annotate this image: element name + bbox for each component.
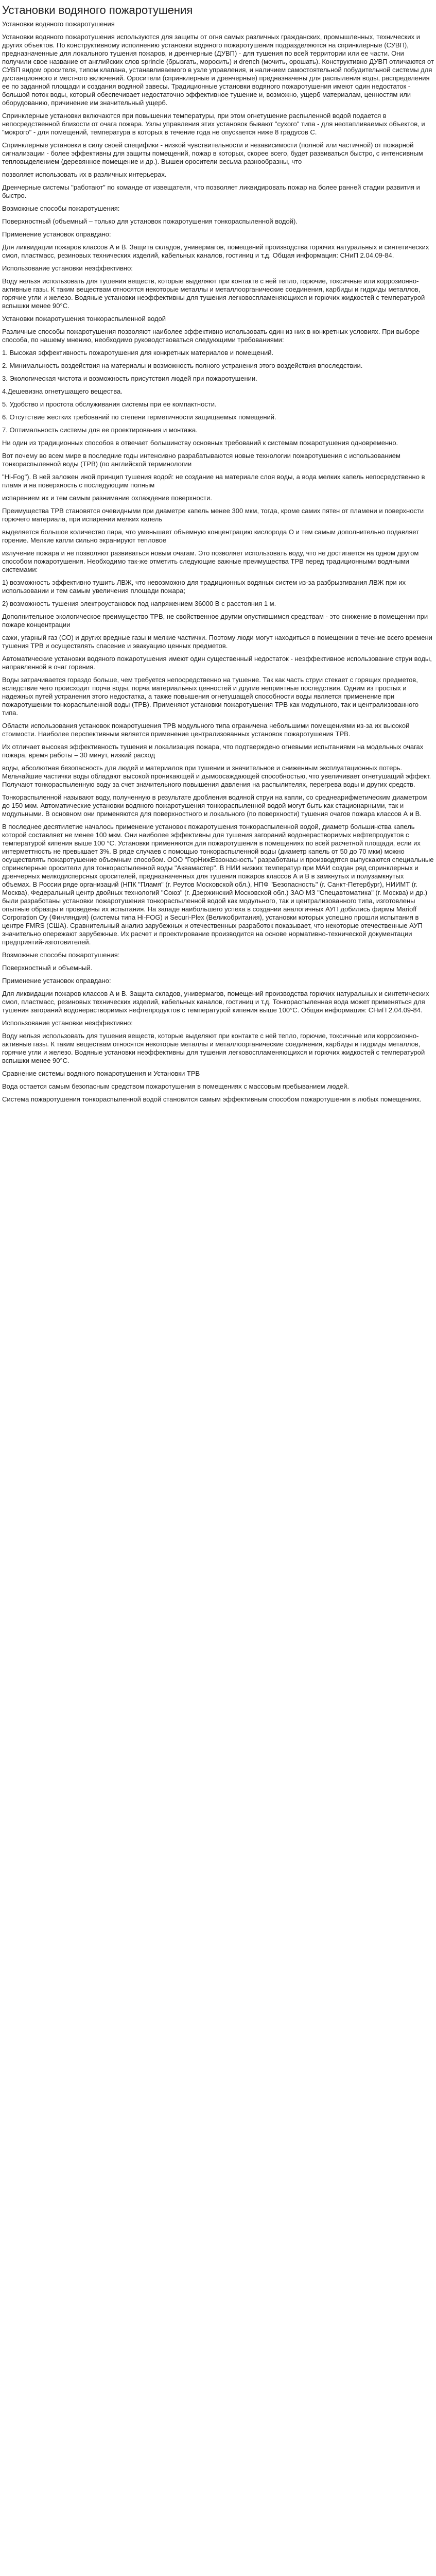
paragraph: Области использования установок пожаротушения ТРВ модульного типа ограничена небольшими помещениями из-за их высокой стоимости. Наиболее перспективным является применение централизованных установок пожаротушения ТРВ. [2, 722, 410, 738]
paragraph: излучение пожара и не позволяют развиваться новым очагам. Это позволяет использовать воду, что не достигается на одном другом способом пожаротушения. Необходимо так-же отметить следующие важные преимущества ТРВ перед традиционными водяными системами: [2, 549, 419, 573]
paragraph: Воды затрачивается гораздо больше, чем требуется непосредственно на тушение. Так как часть струи стекает с горящих предметов, вследствие чего происходит порча воды, порча материальных ценностей и другие неприятные последствия. Одним из простых и надежных путей устранения этого недостатка, а также повышения огнетушащей способности воды является применение при пожаротушении тонкораспыленной воды (ТРВ). Применяют установки пожаротушения ТРВ как модульного, так и централизованного типа. [2, 676, 418, 717]
paragraph: испарением их и тем самым разнимание охлаждение поверхности. [2, 494, 213, 502]
paragraph: Система пожаротушения тонкораспыленной водой становится самым эффективным способом пожаротушения в любых помещениях. [2, 1095, 422, 1103]
paragraph: 6. Отсутствие жестких требований по степени герметичности защищаемых помещений. [2, 413, 276, 421]
paragraph: Использование установки неэффективно: [2, 264, 133, 272]
paragraph: воды, абсолютная безопасность для людей и материалов при тушении и значительное и сниженным эксплуатационных потерь. Мельчайшие частички воды обладают высокой проникающей и дымоосаждающей способностью, что увеличивает огнетушащий эффект. Получают тонкораспыленную воду за счет значительного повышения давления на распылителях, перегрева воды и других средств. [2, 764, 431, 788]
paragraph: Преимущества ТРВ становятся очевидными при диаметре капель менее 300 мкм, тогда, кроме самих пятен от пламени и поверхности горючего материала, при испарении мелких капель [2, 507, 424, 523]
paragraph: Вот почему во всем мире в последние годы интенсивно разрабатываются новые технологии пожаротушения с использованием тонкораспыленной воды (ТРВ) (по английской терминологии [2, 452, 400, 468]
paragraph: Для ликвидации пожаров классов А и В. Защита складов, универмагов, помещений производства горючих натуральных и синтетических смол, пластмасс, резиновых технических изделий, кабельных каналов, гостиниц и т.д. Тонкораспыленная вода может применяться для тушения загораний водонерастворимых нефтепродуктов с температурой кипения выше 100°С. Общая информация: СНиП 2.04.09-84. [2, 990, 429, 1014]
paragraph: В последнее десятилетие началось применение установок пожаротушения тонкораспыленной водой, диаметр большинства капель которой составляет не менее 100 мкм. Они наиболее эффективны для тушения загораний водонерастворимых нефтепродуктов с температурой кипения выше 100 °С. Установки применяются для пожаротушения в помещениях по всей расчетной площади, если их интерметтность не превышает 3%. В ряде случаев с помощью тонкораспыленной воды (диаметр капель от 50 до 70 мкм) можно осуществлять пожаротушение объемным способом. ООО "ГорНижЕвзонасность" разработаны и производятся выпускаются специальные спринклерные оросители для тонкораспыленной воды "Аквамастер". В НИИ низких температур при МАИ создан ряд спринклерных и дренчерных мелкодисперсных оросителей, предназначенных для тушения пожаров классов А и В в замкнутых и полузамкнутых объемах. В России ряде организаций (НПК "Пламя" (г. Реутов Московской обл.), НПФ "Безопасность" (г. Санкт-Петербург), НИИМТ (г. Москва), Федеральный центр двойных технологий "Союз" (г. Дзержинский Московской обл.) ЗАО МЗ "Спецавтоматика" (г. Москва) и др.) были разработаны установки пожаротушения тонкораспыленной водой как модульного, так и централизованного типа, изготовлены опытные образцы и проведены их испытания. На западе наибольшего успеха в создании аналогичных АУП добились фирмы Marioff Corporation Oy (Финляндия) (системы типа Hi-FOG) и Securi-Plex (Великобритания), установки которых успешно прошли испытания в центре FMRS (США). Сравнительный анализ зарубежных и отечественных разработок показывает, что некоторые отечественные АУП значительно опережают зарубежные. Их расчет и проектирование производится на основе нормативно-технической документации предприятий-изготовителей. [2, 823, 434, 946]
paragraph: Поверхностный (объемный – только для установок пожаротушения тонкораспыленной водой). [2, 217, 298, 225]
paragraph: 3. Экологическая чистота и возможность присутствия людей при пожаротушении. [2, 375, 257, 382]
paragraph: Установки водяного пожаротушения [2, 20, 115, 28]
paragraph: Спринклерные установки в силу своей специфики - низкой чувствительности и независимости (полной или частичной) от пожарной сигнализации - более эффективны для защиты помещений, пожар в которых, скорее всего, будет развиваться быстро, с интенсивным тепловыделением (деревянное помещение и др.). Вышеи оросители весьма разнообразны, что [2, 141, 423, 165]
paragraph: Возможные способы пожаротушения: [2, 951, 120, 959]
paragraph: сажи, угарный газ (СО) и других вредные газы и мелкие частички. Поэтому люди могут находиться в помещении в течение всего времени тушения ТРВ и осуществлять спасение и эвакуацию ценных предметов. [2, 634, 432, 650]
paragraph: Установки водяного пожаротушения используются для защиты от огня самых различных гражданских, промышленных, технических и других объектов. По конструктивному исполнению установки водяного пожаротушения подразделяются на спринклерные (СУВП), предназначенные для локального тушения пожаров, и дренчерные (ДУВП) - для тушения по всей территории или ее части. Они получили свое название от английских слов sprincle (брызгать, моросить) и drench (мочить, орошать). Конструктивно ДУВП отличаются от СУВП видом оросителя, типом клапана, устанавливаемого в узле управления, и наличием самостоятельной побудительной системы для дистанционного и местного включений. Оросители (спринклерные и дренчерные) предназначены для распыления воды, распределения ее по заданной площади и создания водяной завесы. Традиционные установки водяного пожаротушения имеют один недостаток - большой поток воды, который обеспечивает недостаточно эффективное тушение и, возможно, ущерб материалам, ценностям или оборудованию, причинение им значительный ущерб. [2, 33, 434, 107]
paragraph: Использование установки неэффективно: [2, 1019, 133, 1027]
paragraph: выделяется большое количество пара, что уменьшает объемную концентрацию кислорода О и тем самым дополнительно подавляет горение. Мелкие капли сильно экранируют тепловое [2, 528, 420, 544]
paragraph: 4.Дешевизна огнетушащего вещества. [2, 387, 123, 395]
article-body [0, 19, 436, 1107]
paragraph: Дополнительное экологическое преимущество ТРВ, не свойственное другим опустившимся средствам - это снижение в помещении при пожаре концентрации [2, 613, 428, 629]
paragraph: 2. Минимальность воздействия на материалы и возможность полного устранения этого воздействия впоследствии. [2, 362, 363, 369]
paragraph: Воду нельзя использовать для тушения веществ, которые выделяют при контакте с ней тепло, горючие, токсичные или коррозионно-активные газы. К таким веществам относятся некоторые металлы и металлоорганические соединения, карбиды и гидриды металлов, горячие угли и железо. Водяные установки неэффективны для тушения легковоспламеняющихся и горючих жидкостей с температурой вспышки менее 90°С. [2, 277, 425, 310]
paragraph: Ни один из традиционных способов в отвечает большинству основных требований к системам пожаротушения одновременно. [2, 439, 398, 447]
paragraph: 1) возможность эффективно тушить ЛВЖ, что невозможно для традиционных водяных систем из-за разбрызгивания ЛВЖ при их использовании и тем самым увеличения площади пожара; [2, 579, 406, 595]
paragraph: Дренчерные системы "работают" по команде от извещателя, что позволяет ликвидировать пожар на более ранней стадии развития и быстро. [2, 183, 420, 199]
paragraph: 7. Оптимальность системы для ее проектирования и монтажа. [2, 426, 198, 434]
paragraph: позволяет использовать их в различных интерьерах. [2, 171, 167, 178]
paragraph: 2) возможность тушения электроустановок под напряжением 36000 В с расстояния 1 м. [2, 600, 276, 607]
paragraph: 5. Удобство и простота обслуживания системы при ее компактности. [2, 400, 217, 408]
paragraph: Воду нельзя использовать для тушения веществ, которые выделяют при контакте с ней тепло, горючие, токсичные или коррозионно-активные газы. К таким веществам относятся некоторые металлы и металлоорганические соединения, карбиды и гидриды металлов, горячие угли и железо. Водяные установки неэффективны для тушения легковоспламеняющихся и горючих жидкостей с температурой вспышки менее 90°С. [2, 1032, 425, 1064]
paragraph: Поверхностный и объемный. [2, 964, 93, 972]
page-title: Установки водяного пожаротушения [2, 4, 193, 16]
paragraph: Применение установок оправдано: [2, 230, 111, 238]
paragraph: Их отличает высокая эффективность тушения и локализация пожара, что подтверждено огневыми испытаниями на модельных очагах пожара, время работы – 30 минут, низкий расход [2, 743, 424, 759]
paragraph: Тонкораспыленной называют воду, полученную в результате дробления водяной струи на капли, со среднеарифметическим диаметром до 150 мкм. Автоматические установки водяного пожаротушения тонкораспыленной водой могут быть как стационарными, так и модульными. В основном они применяются для поверхностного и локального (по поверхности) тушения очагов пожара классов А и В. [2, 793, 427, 818]
paragraph: Возможные способы пожаротушения: [2, 205, 120, 212]
paragraph: Установки пожаротушения тонкораспыленной водой [2, 315, 166, 323]
paragraph: Автоматические установки водяного пожаротушения имеют один существенный недостаток - неэффективное использование струи воды, направленной в очаг горения. [2, 655, 432, 671]
paragraph: Применение установок оправдано: [2, 977, 111, 985]
paragraph: Спринклерные установки включаются при повышении температуры, при этом огнетушение распыленной водой подается в непосредственной близости от очага пожара. Узлы управления этих установок бывают "сухого" типа - для неотапливаемых объектов, и "мокрого" - для помещений, температура в которых в течение года не опускается ниже 8 градусов С. [2, 112, 425, 136]
article [0, 0, 436, 1107]
paragraph: Для ликвидации пожаров классов А и В. Защита складов, универмагов, помещений производства горючих натуральных и синтетических смол, пластмасс, резиновых технических изделий, кабельных каналов, гостиниц и т.д. Общая информация: СНиП 2.04.09-84. [2, 243, 429, 259]
paragraph: 1. Высокая эффективность пожаротушения для конкретных материалов и помещений. [2, 349, 274, 357]
paragraph: "Hi-Fog"). В ней заложен иной принцип тушения водой: не создание на материале слоя воды, а вода мелких капель непосредственно в пламя и на поверхность с последующим полным [2, 473, 425, 489]
paragraph: Различные способы пожаротушения позволяют наиболее эффективно использовать один из них в конкретных условиях. При выборе способа, по нашему мнению, необходимо руководствоваться следующими требованиями: [2, 328, 420, 344]
paragraph: Сравнение системы водяного пожаротушения и Установки ТРВ [2, 1070, 200, 1077]
paragraph: Вода остается самым безопасным средством пожаротушения в помещениях с массовым пребыванием людей. [2, 1082, 349, 1090]
